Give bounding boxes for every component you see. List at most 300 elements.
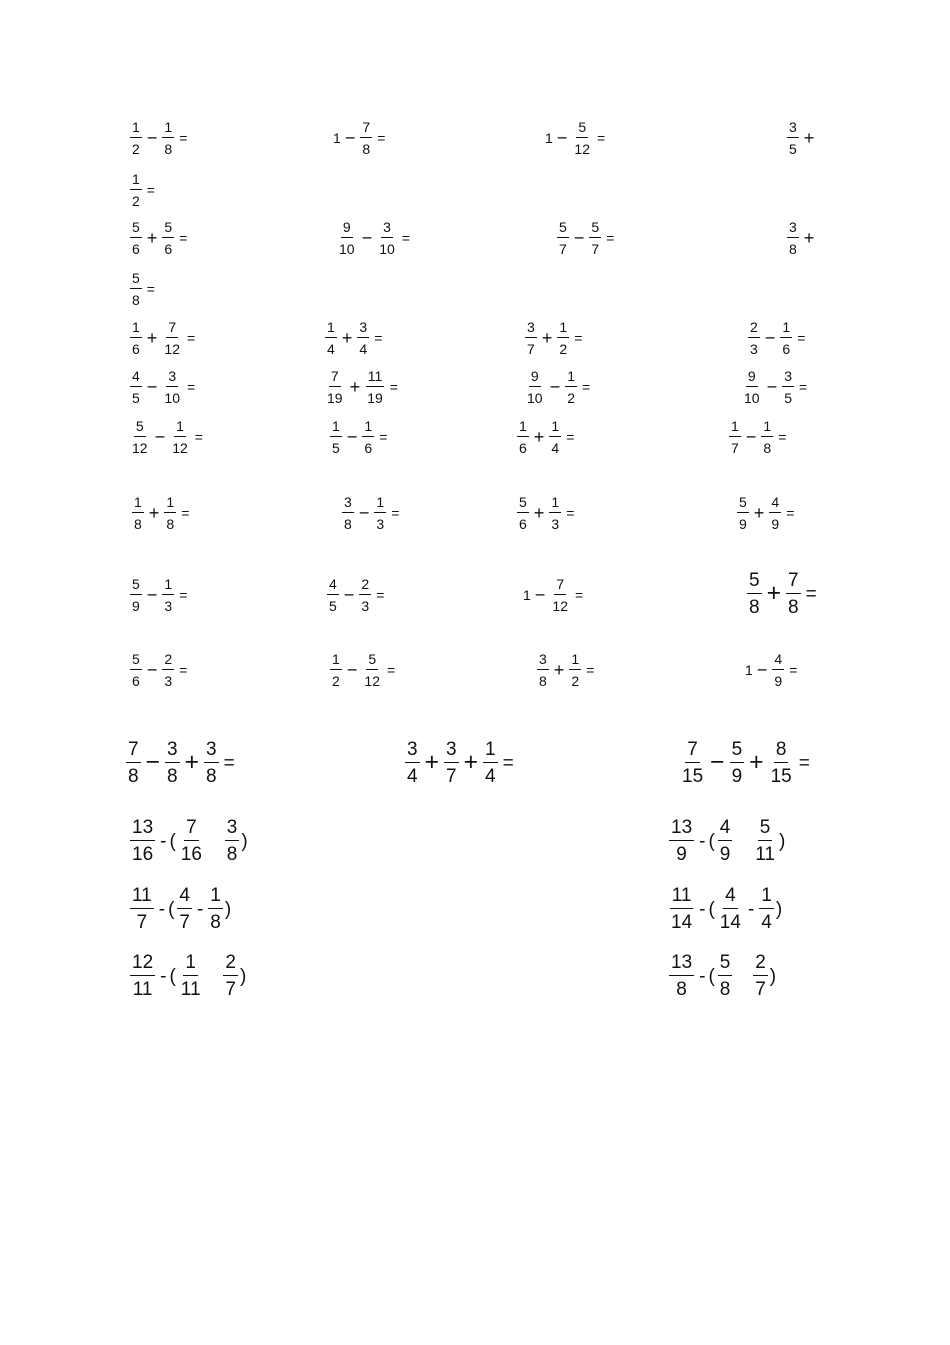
operator: + xyxy=(803,127,815,148)
denominator: 4 xyxy=(551,440,560,456)
operator: − xyxy=(549,376,561,397)
numerator: 5 xyxy=(718,953,733,976)
numerator: 12 xyxy=(130,953,155,976)
text-symbol: ( xyxy=(708,898,715,920)
fraction-expression xyxy=(785,120,817,156)
equals-sign: = xyxy=(566,429,575,445)
numerator: 4 xyxy=(130,369,142,387)
text-symbol: ) xyxy=(224,898,232,920)
denominator: 5 xyxy=(789,141,797,157)
text-symbol: ( xyxy=(169,965,176,987)
fraction xyxy=(162,577,174,613)
operator: − xyxy=(154,426,166,447)
denominator: 7 xyxy=(755,979,766,1000)
numerator: 3 xyxy=(225,818,240,841)
denominator: 9 xyxy=(719,844,731,865)
denominator: 12 xyxy=(552,598,568,614)
fraction xyxy=(786,571,801,617)
fraction-expression xyxy=(128,271,155,307)
denominator: 3 xyxy=(376,516,385,532)
equals-sign: = xyxy=(574,330,583,346)
denominator: 8 xyxy=(749,597,760,618)
denominator: 11 xyxy=(180,979,201,1000)
numerator: 5 xyxy=(737,495,749,513)
fraction xyxy=(130,953,155,999)
numerator: 3 xyxy=(787,120,799,138)
fraction xyxy=(525,369,545,405)
denominator: 8 xyxy=(344,516,352,532)
fraction xyxy=(162,652,174,688)
denominator: 8 xyxy=(226,844,238,865)
equals-sign: = xyxy=(575,587,584,603)
denominator: 14 xyxy=(719,912,741,933)
numerator: 7 xyxy=(166,320,178,338)
fraction xyxy=(330,652,342,688)
numerator: 1 xyxy=(183,953,198,976)
fraction xyxy=(572,120,592,156)
text-symbol: ( xyxy=(168,898,175,920)
fraction xyxy=(549,495,561,531)
text-symbol: ) xyxy=(241,830,248,852)
text-symbol: 1 xyxy=(333,130,341,146)
numerator: 5 xyxy=(517,495,529,513)
fraction xyxy=(130,652,142,688)
fraction xyxy=(569,652,581,688)
operator: − xyxy=(764,327,776,348)
fraction-expression xyxy=(128,220,187,256)
text-symbol: 1 xyxy=(745,662,753,678)
fraction xyxy=(225,818,240,864)
numerator: 1 xyxy=(483,740,498,763)
operator: + xyxy=(146,327,158,348)
fraction-expression xyxy=(128,886,232,932)
fraction xyxy=(787,120,799,156)
equals-sign: = xyxy=(379,429,388,445)
text-symbol: ) xyxy=(769,965,777,987)
fraction xyxy=(680,740,705,786)
operator: + xyxy=(424,748,439,776)
fraction-expression xyxy=(515,419,574,455)
fraction xyxy=(208,886,223,932)
fraction xyxy=(772,652,784,688)
numerator: 4 xyxy=(177,886,192,909)
denominator: 6 xyxy=(132,673,140,689)
fraction-expression xyxy=(735,495,794,531)
numerator: 9 xyxy=(529,369,541,387)
denominator: 8 xyxy=(132,292,140,308)
fraction-expression xyxy=(667,818,786,864)
denominator: 16 xyxy=(132,844,154,865)
numerator: 5 xyxy=(130,220,142,238)
numerator: 1 xyxy=(569,652,581,670)
fraction xyxy=(165,740,180,786)
equals-sign: = xyxy=(179,230,188,246)
numerator: 5 xyxy=(134,419,146,437)
fraction xyxy=(359,577,371,613)
fraction xyxy=(550,577,570,613)
denominator: 6 xyxy=(164,241,173,257)
fraction-expression xyxy=(746,320,805,356)
fraction-expression xyxy=(130,495,189,531)
operator: − xyxy=(146,659,158,680)
minus-sign: - xyxy=(158,898,166,920)
denominator: 4 xyxy=(761,912,772,933)
operator: + xyxy=(533,426,545,447)
operator: − xyxy=(766,376,778,397)
fraction xyxy=(130,320,142,356)
numerator: 1 xyxy=(729,419,741,437)
fraction-expression xyxy=(323,369,398,405)
fraction-expression xyxy=(328,419,387,455)
fraction-expression xyxy=(667,886,783,932)
operator: − xyxy=(346,426,358,447)
equals-sign: = xyxy=(789,662,798,678)
denominator: 10 xyxy=(527,390,543,406)
operator: − xyxy=(146,584,158,605)
denominator: 9 xyxy=(774,673,783,689)
numerator: 3 xyxy=(782,369,794,387)
fraction xyxy=(130,220,142,256)
minus-sign: - xyxy=(160,965,167,987)
operator: + xyxy=(148,502,160,523)
denominator: 9 xyxy=(739,516,747,532)
denominator: 2 xyxy=(332,673,340,689)
numerator: 1 xyxy=(208,886,223,909)
denominator: 5 xyxy=(784,390,792,406)
fraction-expression xyxy=(128,652,187,688)
fraction-expression xyxy=(325,577,384,613)
fraction-expression xyxy=(555,220,614,256)
numerator: 7 xyxy=(184,818,199,841)
denominator: 7 xyxy=(559,241,567,257)
denominator: 4 xyxy=(407,766,418,787)
numerator: 3 xyxy=(381,220,393,238)
equals-sign: = xyxy=(797,330,806,346)
fraction xyxy=(162,120,174,156)
numerator: 1 xyxy=(362,419,374,437)
fraction xyxy=(130,577,142,613)
operator: + xyxy=(146,227,158,248)
operator: + xyxy=(803,227,815,248)
numerator: 1 xyxy=(130,172,142,190)
denominator: 8 xyxy=(210,912,221,933)
numerator: 5 xyxy=(130,577,142,595)
denominator: 10 xyxy=(164,390,180,406)
numerator: 11 xyxy=(130,886,154,909)
fraction xyxy=(549,419,561,455)
denominator: 16 xyxy=(180,844,202,865)
numerator: 7 xyxy=(554,577,566,595)
equals-sign: = xyxy=(799,379,808,395)
denominator: 15 xyxy=(682,766,704,787)
denominator: 3 xyxy=(164,673,173,689)
denominator: 4 xyxy=(327,341,335,357)
operator: − xyxy=(358,502,370,523)
numerator: 2 xyxy=(162,652,174,670)
fraction-expression xyxy=(535,652,594,688)
numerator: 1 xyxy=(761,419,773,437)
fraction-expression xyxy=(515,495,574,531)
fraction xyxy=(753,953,768,999)
numerator: 2 xyxy=(359,577,371,595)
fraction xyxy=(130,172,142,208)
fraction xyxy=(669,886,694,932)
equals-sign: = xyxy=(391,505,400,521)
denominator: 3 xyxy=(361,598,370,614)
numerator: 4 xyxy=(723,886,738,909)
fraction xyxy=(377,220,397,256)
equals-sign: = xyxy=(401,230,410,246)
fraction-expression xyxy=(785,220,817,256)
denominator: 8 xyxy=(128,766,139,787)
numerator: 3 xyxy=(204,740,219,763)
denominator: 7 xyxy=(446,766,457,787)
denominator: 2 xyxy=(132,141,140,157)
equals-sign: = xyxy=(502,752,514,774)
denominator: 7 xyxy=(225,979,236,1000)
denominator: 12 xyxy=(132,440,148,456)
numerator: 1 xyxy=(174,419,186,437)
numerator: 1 xyxy=(132,495,144,513)
numerator: 1 xyxy=(330,419,342,437)
denominator: 3 xyxy=(750,341,758,357)
minus-sign: - xyxy=(699,965,706,987)
text-symbol: 1 xyxy=(523,587,531,603)
equals-sign: = xyxy=(179,662,188,678)
equals-sign: = xyxy=(597,130,606,146)
numerator: 1 xyxy=(374,495,386,513)
operator: − xyxy=(756,659,768,680)
numerator: 1 xyxy=(557,320,569,338)
fraction xyxy=(130,120,142,156)
numerator: 1 xyxy=(565,369,577,387)
numerator: 4 xyxy=(718,818,733,841)
fraction xyxy=(162,320,182,356)
fraction xyxy=(444,740,459,786)
fraction-expression xyxy=(323,320,382,356)
fraction xyxy=(782,369,794,405)
denominator: 8 xyxy=(763,440,772,456)
denominator: 6 xyxy=(364,440,373,456)
operator: + xyxy=(749,748,764,776)
fraction-expression xyxy=(128,172,155,208)
fraction xyxy=(130,369,142,405)
text-symbol: ( xyxy=(169,830,176,852)
fraction xyxy=(130,818,155,864)
numerator: 5 xyxy=(758,818,773,841)
numerator: 3 xyxy=(787,220,799,238)
denominator: 12 xyxy=(164,341,180,357)
fraction xyxy=(374,495,386,531)
numerator: 3 xyxy=(165,740,180,763)
fraction xyxy=(730,740,745,786)
numerator: 1 xyxy=(780,320,792,338)
denominator: 7 xyxy=(136,912,148,933)
numerator: 1 xyxy=(162,577,174,595)
fraction-expression xyxy=(335,220,410,256)
fraction xyxy=(337,220,357,256)
fraction xyxy=(557,320,569,356)
fraction xyxy=(753,818,777,864)
equals-sign: = xyxy=(786,505,795,521)
fraction xyxy=(742,369,762,405)
denominator: 15 xyxy=(770,766,792,787)
numerator: 4 xyxy=(327,577,339,595)
numerator: 5 xyxy=(589,220,601,238)
denominator: 12 xyxy=(574,141,590,157)
fraction xyxy=(126,740,141,786)
denominator: 2 xyxy=(571,673,580,689)
operator: + xyxy=(184,748,199,776)
fraction xyxy=(769,740,794,786)
fraction xyxy=(761,419,773,455)
fraction xyxy=(164,495,176,531)
numerator: 2 xyxy=(753,953,768,976)
fraction xyxy=(759,886,774,932)
equals-sign: = xyxy=(582,379,591,395)
fraction-expression xyxy=(128,369,195,405)
fraction xyxy=(405,740,420,786)
fraction xyxy=(517,495,529,531)
fraction-expression xyxy=(128,953,247,999)
equals-sign: = xyxy=(389,379,398,395)
numerator: 8 xyxy=(774,740,789,763)
equals-sign: = xyxy=(181,505,190,521)
denominator: 9 xyxy=(132,598,140,614)
fraction xyxy=(365,369,385,405)
numerator: 5 xyxy=(130,271,142,289)
denominator: 5 xyxy=(332,440,340,456)
equals-sign: = xyxy=(778,429,787,445)
denominator: 11 xyxy=(755,844,775,865)
equals-sign: = xyxy=(376,587,385,603)
denominator: 12 xyxy=(172,440,188,456)
denominator: 6 xyxy=(782,341,791,357)
numerator: 1 xyxy=(325,320,337,338)
minus-sign: - xyxy=(699,898,706,920)
numerator: 3 xyxy=(537,652,549,670)
fraction-expression xyxy=(740,369,807,405)
fraction xyxy=(557,220,569,256)
operator: − xyxy=(346,659,358,680)
numerator: 5 xyxy=(557,220,569,238)
fraction-expression xyxy=(128,320,195,356)
fraction xyxy=(787,220,799,256)
fraction xyxy=(204,740,219,786)
fraction xyxy=(162,369,182,405)
numerator: 9 xyxy=(746,369,758,387)
denominator: 8 xyxy=(676,979,687,1000)
numerator: 5 xyxy=(366,652,378,670)
fraction xyxy=(769,495,781,531)
equals-sign: = xyxy=(586,662,595,678)
fraction xyxy=(130,419,150,455)
denominator: 9 xyxy=(731,766,743,787)
equals-sign: = xyxy=(805,583,817,605)
denominator: 6 xyxy=(132,241,140,257)
fraction xyxy=(517,419,529,455)
minus-sign: - xyxy=(196,898,204,920)
operator: − xyxy=(343,584,355,605)
denominator: 12 xyxy=(364,673,380,689)
numerator: 9 xyxy=(341,220,353,238)
operator: − xyxy=(556,127,568,148)
fraction-expression xyxy=(328,652,395,688)
denominator: 3 xyxy=(164,598,173,614)
denominator: 8 xyxy=(539,673,547,689)
fraction xyxy=(132,495,144,531)
numerator: 11 xyxy=(670,886,694,909)
spacer xyxy=(734,832,750,851)
fraction-expression xyxy=(745,571,817,617)
numerator: 2 xyxy=(748,320,760,338)
numerator: 3 xyxy=(444,740,459,763)
operator: − xyxy=(361,227,373,248)
denominator: 8 xyxy=(166,516,175,532)
operator: − xyxy=(146,376,158,397)
fraction-expression xyxy=(745,652,797,688)
fraction xyxy=(223,953,238,999)
fraction xyxy=(669,818,694,864)
fraction xyxy=(669,953,694,999)
fraction-expression xyxy=(523,320,582,356)
operator: + xyxy=(349,376,361,397)
denominator: 14 xyxy=(671,912,693,933)
denominator: 19 xyxy=(327,390,343,406)
denominator: 2 xyxy=(567,390,575,406)
numerator: 2 xyxy=(223,953,238,976)
fraction xyxy=(325,369,345,405)
denominator: 8 xyxy=(788,597,799,618)
equals-sign: = xyxy=(566,505,575,521)
numerator: 5 xyxy=(130,652,142,670)
denominator: 6 xyxy=(132,341,140,357)
operator: − xyxy=(534,584,546,605)
numerator: 1 xyxy=(330,652,342,670)
fraction-expression xyxy=(667,953,777,999)
denominator: 7 xyxy=(591,241,600,257)
numerator: 4 xyxy=(769,495,781,513)
text-symbol: ) xyxy=(239,965,247,987)
operator: − xyxy=(745,426,757,447)
fraction-expression xyxy=(523,577,583,613)
denominator: 7 xyxy=(527,341,535,357)
fraction xyxy=(330,419,342,455)
fraction xyxy=(537,652,549,688)
fraction xyxy=(325,320,337,356)
operator: − xyxy=(145,748,160,776)
fraction xyxy=(737,495,749,531)
denominator: 10 xyxy=(339,241,355,257)
fraction xyxy=(162,220,174,256)
numerator: 1 xyxy=(517,419,529,437)
equals-sign: = xyxy=(377,130,386,146)
spacer xyxy=(205,967,221,986)
denominator: 8 xyxy=(167,766,178,787)
denominator: 11 xyxy=(132,979,153,1000)
fraction-expression xyxy=(128,419,203,455)
numerator: 5 xyxy=(730,740,745,763)
numerator: 3 xyxy=(166,369,178,387)
equals-sign: = xyxy=(187,379,196,395)
fraction-expression xyxy=(727,419,786,455)
equals-sign: = xyxy=(194,429,203,445)
equals-sign: = xyxy=(374,330,383,346)
fraction xyxy=(718,886,743,932)
denominator: 2 xyxy=(559,341,568,357)
fraction-expression xyxy=(128,577,187,613)
denominator: 5 xyxy=(132,390,140,406)
